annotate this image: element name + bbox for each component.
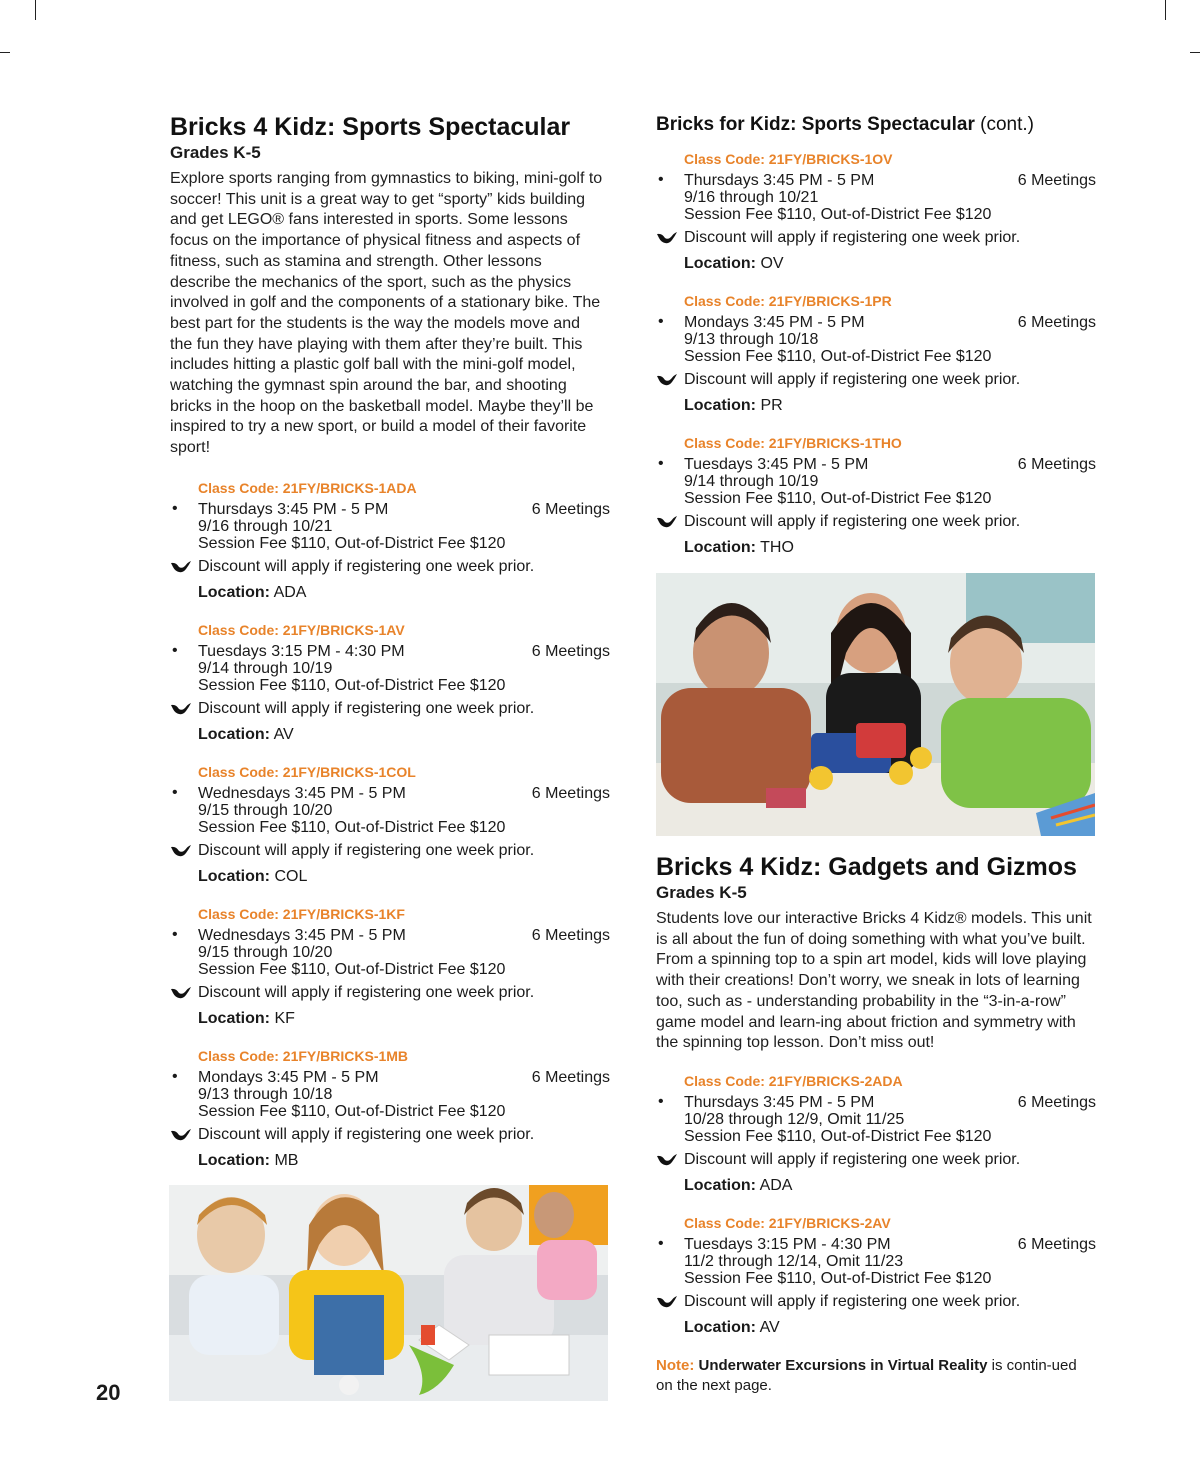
discount-row — [198, 841, 610, 861]
bullet-icon: • — [658, 455, 664, 472]
bullet-icon: • — [172, 783, 178, 801]
crop-mark — [35, 0, 36, 20]
meetings-count: 6 Meetings — [1017, 1235, 1096, 1253]
bird-icon — [170, 986, 192, 1000]
dates-text: 10/28 through 12/9, Omit 11/25 — [684, 1110, 905, 1128]
location-row — [684, 254, 1096, 274]
classroom-photo-illustration — [169, 1185, 608, 1401]
crop-mark — [1190, 52, 1200, 53]
class-code: Class Code: 21FY/BRICKS-2ADA — [684, 1072, 903, 1089]
gadgets-block — [656, 852, 1096, 1396]
crop-mark — [0, 52, 10, 53]
discount-text: Discount will apply if registering one week prior. — [684, 513, 1021, 530]
class-code: Class Code: 21FY/BRICKS-1PR — [684, 293, 892, 309]
kids-building-photo — [169, 1185, 608, 1401]
discount-text: Discount will apply if registering one week prior. — [198, 699, 535, 717]
dates-text: 9/13 through 10/18 — [198, 1085, 333, 1103]
dates-text: 9/16 through 10/21 — [684, 189, 819, 206]
schedule-row — [172, 925, 610, 944]
location-value: COL — [274, 867, 308, 885]
robotics-photo-illustration — [656, 573, 1095, 836]
class-section-list — [656, 150, 1096, 558]
class-code: Class Code: 21FY/BRICKS-1KF — [198, 905, 405, 922]
location-row — [198, 583, 610, 603]
fee-text: Session Fee $110, Out-of-District Fee $120 — [198, 534, 506, 552]
class-code: Class Code: 21FY/BRICKS-1COL — [198, 763, 416, 780]
meetings-count: 6 Meetings — [1017, 172, 1096, 189]
bird-icon — [170, 844, 192, 858]
location-row — [198, 1009, 610, 1029]
discount-row — [198, 1125, 610, 1145]
schedule-row — [658, 1234, 1096, 1253]
meetings-count: 6 Meetings — [531, 500, 610, 518]
grades-label: Grades K-5 — [656, 883, 747, 902]
schedule-text: Tuesdays 3:15 PM - 4:30 PM — [684, 1235, 891, 1253]
location-label: Location: — [684, 539, 756, 556]
schedule-row — [658, 455, 1096, 473]
location-label: Location: — [684, 255, 756, 272]
fee-text: Session Fee $110, Out-of-District Fee $120 — [684, 490, 992, 507]
note-label: Note: — [656, 1356, 695, 1374]
discount-row — [684, 1292, 1096, 1312]
discount-row — [684, 512, 1096, 532]
class-code: Class Code: 21FY/BRICKS-1OV — [684, 151, 893, 167]
schedule-text: Wednesdays 3:45 PM - 5 PM — [198, 926, 406, 944]
bird-icon — [656, 1295, 678, 1309]
schedule-text: Tuesdays 3:45 PM - 5 PM — [684, 456, 869, 473]
discount-row — [684, 370, 1096, 390]
location-value: MB — [274, 1151, 299, 1169]
location-label: Location: — [198, 1151, 270, 1169]
location-label: Location: — [198, 867, 270, 885]
discount-text: Discount will apply if registering one week prior. — [198, 841, 535, 859]
bullet-icon: • — [658, 171, 664, 188]
discount-row — [198, 557, 610, 577]
meetings-count: 6 Meetings — [1017, 314, 1096, 331]
schedule-row — [172, 783, 610, 802]
kids-robot-photo — [656, 573, 1095, 836]
dates-text: 11/2 through 12/14, Omit 11/23 — [684, 1252, 904, 1270]
location-label: Location: — [684, 1176, 756, 1194]
bullet-icon: • — [172, 925, 178, 943]
bird-icon — [170, 560, 192, 574]
discount-text: Discount will apply if registering one week prior. — [198, 557, 535, 575]
course-title: Bricks 4 Kidz: Sports Spectacular — [170, 113, 571, 141]
grades-label: Grades K-5 — [170, 143, 261, 162]
meetings-count: 6 Meetings — [531, 784, 610, 802]
bird-icon — [656, 1153, 678, 1167]
location-label: Location: — [684, 397, 756, 414]
bullet-icon: • — [172, 641, 178, 659]
schedule-row — [172, 641, 610, 660]
meetings-count: 6 Meetings — [531, 1068, 610, 1086]
class-section — [658, 1072, 1096, 1196]
schedule-text: Thursdays 3:45 PM - 5 PM — [684, 1093, 875, 1111]
discount-row — [198, 699, 610, 719]
discount-row — [684, 228, 1096, 248]
meetings-count: 6 Meetings — [531, 926, 610, 944]
location-row — [684, 538, 1096, 558]
schedule-text: Mondays 3:45 PM - 5 PM — [684, 314, 865, 331]
meetings-count: 6 Meetings — [1017, 1093, 1096, 1111]
location-row — [684, 396, 1096, 416]
discount-row — [198, 983, 610, 1003]
schedule-row — [172, 499, 610, 518]
crop-mark — [1165, 0, 1166, 20]
fee-text: Session Fee $110, Out-of-District Fee $120 — [684, 1127, 992, 1145]
bullet-icon: • — [658, 313, 664, 330]
dates-text: 9/15 through 10/20 — [198, 943, 333, 961]
fee-text: Session Fee $110, Out-of-District Fee $120 — [684, 206, 992, 223]
discount-text: Discount will apply if registering one week prior. — [198, 1125, 535, 1143]
discount-text: Discount will apply if registering one week prior. — [684, 1150, 1021, 1168]
discount-row — [684, 1150, 1096, 1170]
fee-text: Session Fee $110, Out-of-District Fee $120 — [684, 1269, 992, 1287]
bird-icon — [656, 373, 678, 387]
dates-text: 9/16 through 10/21 — [198, 517, 333, 535]
meetings-count: 6 Meetings — [1017, 456, 1096, 473]
schedule-text: Mondays 3:45 PM - 5 PM — [198, 1068, 379, 1086]
left-column — [170, 112, 610, 1189]
fee-text: Session Fee $110, Out-of-District Fee $120 — [684, 348, 992, 365]
class-section-list — [656, 1072, 1096, 1338]
schedule-row — [172, 1067, 610, 1086]
location-row — [198, 867, 610, 887]
class-code: Class Code: 21FY/BRICKS-1ADA — [198, 479, 417, 496]
location-value: OV — [760, 255, 784, 272]
schedule-text: Thursdays 3:45 PM - 5 PM — [684, 172, 875, 189]
class-code: Class Code: 21FY/BRICKS-1AV — [198, 621, 405, 638]
bullet-icon: • — [658, 1234, 664, 1252]
location-row — [684, 1318, 1096, 1338]
schedule-row — [658, 1092, 1096, 1111]
note-text: is contin-ued on the next page. — [656, 1356, 1077, 1394]
bird-icon — [170, 1128, 192, 1142]
fee-text: Session Fee $110, Out-of-District Fee $120 — [198, 676, 506, 694]
fee-text: Session Fee $110, Out-of-District Fee $120 — [198, 818, 506, 836]
location-label: Location: — [684, 1318, 756, 1336]
location-row — [198, 725, 610, 745]
discount-text: Discount will apply if registering one week prior. — [198, 983, 535, 1001]
class-section — [658, 150, 1096, 274]
bullet-icon: • — [658, 1092, 664, 1110]
location-value: PR — [760, 397, 783, 414]
continued-suffix: (cont.) — [974, 114, 1034, 135]
discount-text: Discount will apply if registering one week prior. — [684, 371, 1021, 388]
location-label: Location: — [198, 583, 270, 601]
schedule-text: Wednesdays 3:45 PM - 5 PM — [198, 784, 406, 802]
class-section — [658, 1214, 1096, 1338]
continued-title: Bricks for Kidz: Sports Spectacular (cont.) — [656, 114, 1034, 135]
location-row — [684, 1176, 1096, 1196]
dates-text: 9/14 through 10/19 — [198, 659, 333, 677]
course-description: Students love our interactive Bricks 4 Kidz® models. This unit is all about the fun of doing something with what you’ve built. From a spinning top to a spin art model, kids will love playing with their creations! Don’t worry, we sneak in lots of learning too, such as - understanding probability in the “3-in-a-row” game model and learn-ing about friction and symmetry with the spinning top lesson. Don’t miss out! — [656, 910, 1092, 1052]
location-label: Location: — [198, 1009, 270, 1027]
location-value: AV — [273, 725, 294, 743]
note-course-name: Underwater Excursions in Virtual Reality — [698, 1356, 988, 1374]
schedule-row — [658, 171, 1096, 189]
class-section — [172, 1047, 610, 1171]
bird-icon — [656, 515, 678, 529]
dates-text: 9/13 through 10/18 — [684, 331, 819, 348]
location-value: AV — [759, 1318, 780, 1336]
location-row — [198, 1151, 610, 1171]
bullet-icon: • — [172, 1067, 178, 1085]
class-section — [172, 479, 610, 603]
discount-text: Discount will apply if registering one week prior. — [684, 1292, 1021, 1310]
schedule-text: Thursdays 3:45 PM - 5 PM — [198, 500, 389, 518]
class-code: Class Code: 21FY/BRICKS-2AV — [684, 1214, 891, 1231]
class-section — [172, 621, 610, 745]
dates-text: 9/15 through 10/20 — [198, 801, 333, 819]
class-section — [658, 434, 1096, 558]
class-section — [658, 292, 1096, 416]
page-number: 20 — [96, 1380, 121, 1405]
class-section — [172, 763, 610, 887]
bird-icon — [656, 231, 678, 245]
dates-text: 9/14 through 10/19 — [684, 473, 819, 490]
course-description: Explore sports ranging from gymnastics to biking, mini-golf to soccer! This unit is a great way to get “sporty” kids building and get LEGO® fans interested in sports. Some lessons focus on the importance of physical fitness and aspects of fitness, such as stamina and strength. Other lessons describe the mechanics of the sport, such as the physics involved in golf and the components of a stationary bike. The best part for the students is the way the models move and the fun they have playing with them after they’re built. This includes hitting a plastic golf ball with the mini-golf model, watching the gymnast spin around the bar, and shooting bricks in the hoop on the basketball model. Maybe they’ll be inspired to try a new sport, or build a model of their favorite sport! — [170, 170, 603, 457]
location-value: ADA — [273, 583, 307, 601]
class-section-list — [170, 479, 610, 1171]
schedule-text: Tuesdays 3:15 PM - 4:30 PM — [198, 642, 405, 660]
fee-text: Session Fee $110, Out-of-District Fee $120 — [198, 1102, 506, 1120]
bird-icon — [170, 702, 192, 716]
right-column — [656, 112, 1096, 576]
continuation-note — [656, 1356, 1096, 1396]
location-value: KF — [274, 1009, 295, 1027]
bullet-icon: • — [172, 499, 178, 517]
discount-text: Discount will apply if registering one week prior. — [684, 229, 1021, 246]
course-title: Bricks 4 Kidz: Gadgets and Gizmos — [656, 853, 1077, 881]
meetings-count: 6 Meetings — [531, 642, 610, 660]
location-value: ADA — [759, 1176, 793, 1194]
location-value: THO — [760, 539, 794, 556]
class-code: Class Code: 21FY/BRICKS-1MB — [198, 1047, 409, 1064]
class-code: Class Code: 21FY/BRICKS-1THO — [684, 435, 902, 451]
location-label: Location: — [198, 725, 270, 743]
class-section — [172, 905, 610, 1029]
schedule-row — [658, 313, 1096, 331]
fee-text: Session Fee $110, Out-of-District Fee $120 — [198, 960, 506, 978]
